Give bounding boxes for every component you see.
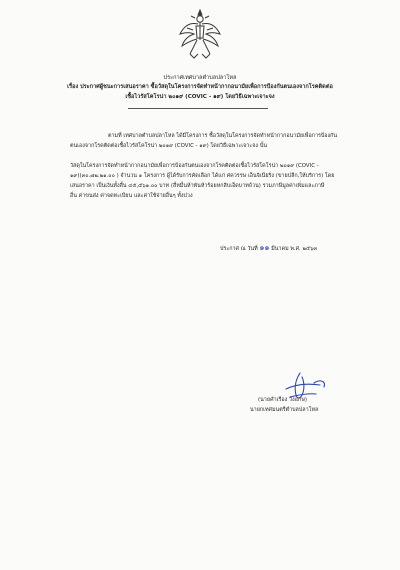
subject-line-2: เชื้อไวรัสโคโรน่า ๒๐๑๙ (COVIC - ๑๙) โดยวิธีเฉพาะเจาะจง bbox=[125, 94, 275, 100]
paragraph-2-line-2: ๑๙)(๓๐.๗๒.๒๑.๐๐ ) จำนวน ๑ โครงการ ผู้ได้รับการคัดเลือก ได้แก่ ศควรรษ เอ็นจิเนียริ่ง (ขายปลีก,ให้บริการ) โดย bbox=[70, 173, 335, 179]
paragraph-1-line-2: ตนเองจากโรคติดต่อเชื้อไวรัสโคโรน่า ๒๐๑๙ (COVIC - ๑๙) โดยวิธีเฉพาะเจาะจง นั้น bbox=[70, 143, 268, 149]
signatory-title: นายกเทศมนตรีตำบลปลาโหล bbox=[250, 407, 319, 413]
paragraph-2-line-1: วัสดุในโครงการจัดทำหน้ากากอนามัยเพื่อการป้องกันตนเองจากโรคติดต่อเชื้อไวรัสโคโรน่า ๒๐๑๙ (COVIC - bbox=[70, 163, 319, 169]
issuer-title: ประกาศเทศบาลตำบลปลาโหล bbox=[163, 75, 237, 81]
paragraph-2-line-4: อื่น ค่าขนส่ง ค่าจดทะเบียน และค่าใช้จ่ายอื่นๆ ทั้งปวง bbox=[70, 193, 193, 199]
signatory-name: (นายคำเรือง วังแกษ) bbox=[258, 397, 307, 403]
paragraph-1-line-1: ตามที่ เทศบาลตำบลปลาโหล ได้มีโครงการ ซื้อวัสดุในโครงการจัดทำหน้ากากอนามัยเพื่อการป้องกัน bbox=[108, 133, 338, 139]
date-month-year: มีนาคม พ.ศ. ๒๕๖๓ bbox=[271, 246, 318, 252]
date-prefix: ประกาศ ณ วันที่ bbox=[220, 246, 258, 252]
date-line bbox=[220, 244, 317, 253]
garuda-emblem-icon bbox=[178, 6, 222, 62]
subject-line-1: เรื่อง ประกาศผู้ชนะการเสนอราคา ซื้อวัสดุในโครงการจัดทำหน้ากากอนามัยเพื่อการป้องกันตนเองจากโรคติดต่อ bbox=[67, 84, 333, 90]
header-divider bbox=[128, 108, 268, 109]
date-day-handwritten: ๑๑ bbox=[259, 243, 270, 252]
paragraph-2-line-3: เสนอราคา เป็นเงินทั้งสิ้น ๔๕,๕๖๑.๐๐ บาท (สี่หมื่นห้าพันห้าร้อยหกสิบเอ็ดบาทถ้วน) รวมภาษีมูลค่าเพิ่มและภาษี bbox=[70, 183, 325, 189]
